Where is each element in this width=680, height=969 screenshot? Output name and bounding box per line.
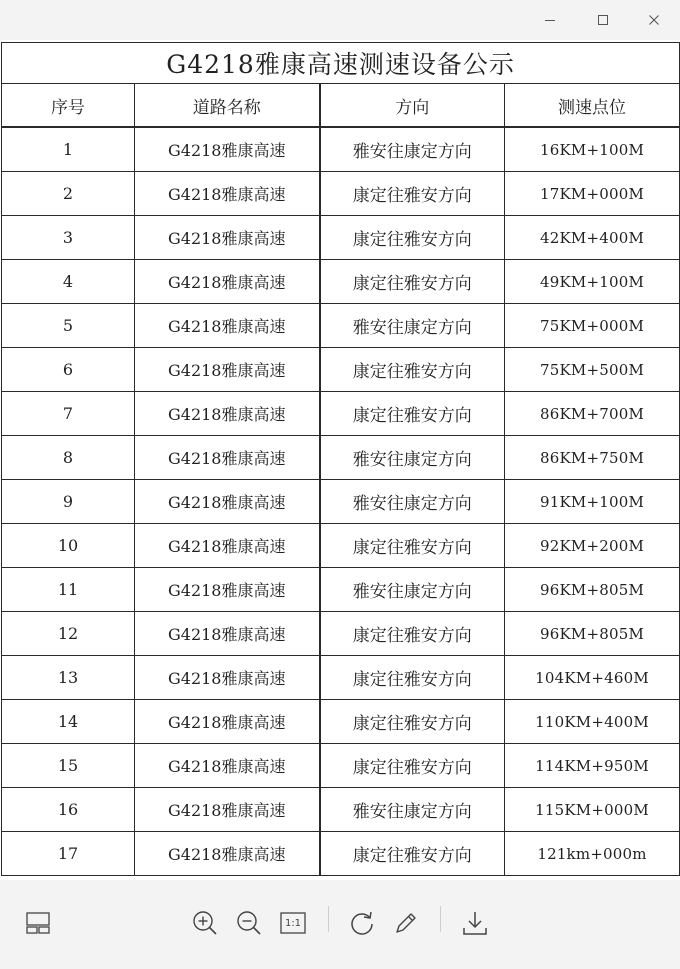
- actual-size-label: 1:1: [284, 917, 302, 929]
- cell-road: G4218雅康高速: [135, 127, 320, 172]
- cell-road: G4218雅康高速: [135, 788, 320, 832]
- cell-index: 5: [2, 304, 135, 348]
- cell-road: G4218雅康高速: [135, 744, 320, 788]
- table-row: [2, 127, 680, 172]
- cell-direction: 康定往雅安方向: [320, 172, 505, 216]
- header-point: 测速点位: [505, 84, 680, 128]
- speed-camera-table: [1, 42, 680, 876]
- cell-point: 16KM+100M: [505, 127, 680, 172]
- document-title: G4218雅康高速测速设备公示: [2, 43, 680, 84]
- cell-index: 3: [2, 216, 135, 260]
- cell-index: 17: [2, 832, 135, 876]
- cell-point: 96KM+805M: [505, 612, 680, 656]
- header-direction: 方向: [320, 84, 505, 128]
- cell-point: 114KM+950M: [505, 744, 680, 788]
- table-row: [2, 260, 680, 304]
- cell-road: G4218雅康高速: [135, 700, 320, 744]
- cell-index: 2: [2, 172, 135, 216]
- cell-point: 115KM+000M: [505, 788, 680, 832]
- cell-index: 14: [2, 700, 135, 744]
- cell-direction: 康定往雅安方向: [320, 260, 505, 304]
- cell-direction: 雅安往康定方向: [320, 304, 505, 348]
- cell-index: 9: [2, 480, 135, 524]
- cell-point: 49KM+100M: [505, 260, 680, 304]
- table-row: [2, 700, 680, 744]
- image-canvas[interactable]: [0, 40, 680, 880]
- cell-road: G4218雅康高速: [135, 832, 320, 876]
- header-road: 道路名称: [135, 84, 320, 128]
- close-icon: [648, 14, 660, 26]
- cell-index: 10: [2, 524, 135, 568]
- edit-button[interactable]: [386, 903, 426, 943]
- table-row: [2, 480, 680, 524]
- cell-index: 8: [2, 436, 135, 480]
- cell-point: 75KM+000M: [505, 304, 680, 348]
- cell-direction: 康定往雅安方向: [320, 832, 505, 876]
- zoom-out-icon: [235, 909, 263, 937]
- cell-direction: 雅安往康定方向: [320, 127, 505, 172]
- cell-road: G4218雅康高速: [135, 348, 320, 392]
- cell-index: 4: [2, 260, 135, 304]
- toolbar-divider: [328, 906, 329, 932]
- cell-road: G4218雅康高速: [135, 260, 320, 304]
- cell-index: 13: [2, 656, 135, 700]
- table-row: [2, 304, 680, 348]
- table-row: [2, 744, 680, 788]
- table-row: [2, 348, 680, 392]
- maximize-icon: [597, 14, 609, 26]
- table-row: [2, 656, 680, 700]
- cell-index: 15: [2, 744, 135, 788]
- zoom-out-button[interactable]: [229, 903, 269, 943]
- table-row: [2, 524, 680, 568]
- table-row: [2, 612, 680, 656]
- cell-point: 42KM+400M: [505, 216, 680, 260]
- zoom-in-button[interactable]: [185, 903, 225, 943]
- cell-direction: 康定往雅安方向: [320, 348, 505, 392]
- cell-point: 96KM+805M: [505, 568, 680, 612]
- table-row: [2, 172, 680, 216]
- cell-direction: 雅安往康定方向: [320, 568, 505, 612]
- rotate-button[interactable]: [342, 903, 382, 943]
- cell-direction: 康定往雅安方向: [320, 216, 505, 260]
- cell-direction: 康定往雅安方向: [320, 524, 505, 568]
- maximize-button[interactable]: [577, 0, 629, 40]
- cell-road: G4218雅康高速: [135, 524, 320, 568]
- cell-road: G4218雅康高速: [135, 656, 320, 700]
- cell-direction: 康定往雅安方向: [320, 700, 505, 744]
- cell-point: 17KM+000M: [505, 172, 680, 216]
- rotate-icon: [348, 909, 376, 937]
- cell-index: 16: [2, 788, 135, 832]
- cell-index: 6: [2, 348, 135, 392]
- cell-point: 86KM+750M: [505, 436, 680, 480]
- cell-point: 104KM+460M: [505, 656, 680, 700]
- cell-road: G4218雅康高速: [135, 612, 320, 656]
- cell-road: G4218雅康高速: [135, 304, 320, 348]
- download-button[interactable]: [455, 903, 495, 943]
- close-button[interactable]: [628, 0, 680, 40]
- cell-direction: 康定往雅安方向: [320, 744, 505, 788]
- table-row: [2, 436, 680, 480]
- cell-direction: 雅安往康定方向: [320, 480, 505, 524]
- table-row: [2, 216, 680, 260]
- cell-direction: 康定往雅安方向: [320, 612, 505, 656]
- thumbnails-button[interactable]: [18, 903, 58, 943]
- table-row: [2, 788, 680, 832]
- cell-point: 86KM+700M: [505, 392, 680, 436]
- header-index: 序号: [2, 84, 135, 128]
- cell-road: G4218雅康高速: [135, 480, 320, 524]
- table-header-row: [2, 84, 680, 128]
- cell-point: 92KM+200M: [505, 524, 680, 568]
- cell-index: 12: [2, 612, 135, 656]
- cell-point: 121km+000m: [505, 832, 680, 876]
- title-bar: [0, 0, 680, 40]
- viewer-toolbar: [0, 880, 680, 969]
- actual-size-button[interactable]: [273, 903, 313, 943]
- cell-road: G4218雅康高速: [135, 216, 320, 260]
- cell-point: 110KM+400M: [505, 700, 680, 744]
- cell-index: 1: [2, 127, 135, 172]
- cell-index: 11: [2, 568, 135, 612]
- cell-road: G4218雅康高速: [135, 436, 320, 480]
- cell-road: G4218雅康高速: [135, 172, 320, 216]
- cell-direction: 康定往雅安方向: [320, 392, 505, 436]
- minimize-icon: [544, 14, 556, 26]
- toolbar-divider: [440, 906, 441, 932]
- cell-point: 91KM+100M: [505, 480, 680, 524]
- cell-road: G4218雅康高速: [135, 392, 320, 436]
- cell-road: G4218雅康高速: [135, 568, 320, 612]
- table-row: [2, 392, 680, 436]
- cell-point: 75KM+500M: [505, 348, 680, 392]
- pencil-icon: [392, 909, 420, 937]
- cell-direction: 雅安往康定方向: [320, 788, 505, 832]
- table-row: [2, 568, 680, 612]
- download-icon: [461, 909, 489, 937]
- cell-direction: 雅安往康定方向: [320, 436, 505, 480]
- cell-direction: 康定往雅安方向: [320, 656, 505, 700]
- zoom-in-icon: [191, 909, 219, 937]
- cell-index: 7: [2, 392, 135, 436]
- table-row: [2, 832, 680, 876]
- thumbnails-icon: [25, 911, 51, 935]
- minimize-button[interactable]: [524, 0, 576, 40]
